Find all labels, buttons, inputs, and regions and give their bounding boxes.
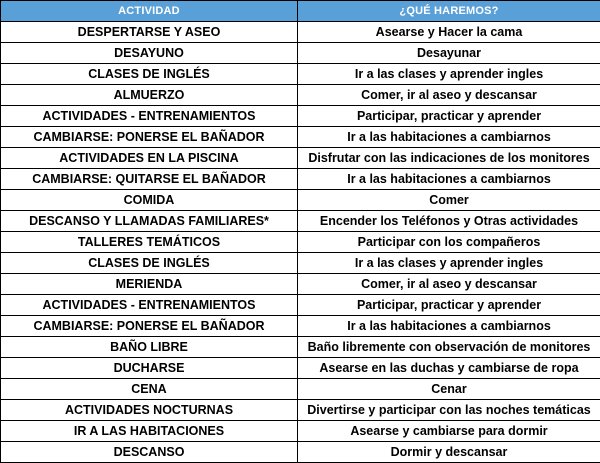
table-row [1, 274, 600, 295]
table-row [1, 106, 600, 127]
plan-cell: Comer, ir al aseo y descansar [298, 85, 600, 106]
plan-cell: Ir a las clases y aprender ingles [298, 253, 600, 274]
plan-cell: Ir a las clases y aprender ingles [298, 64, 600, 85]
table-row [1, 358, 600, 379]
activity-cell: DUCHARSE [1, 358, 298, 379]
table-row [1, 316, 600, 337]
table-row [1, 148, 600, 169]
header-row [1, 1, 600, 22]
plan-cell: Participar con los compañeros [298, 232, 600, 253]
table-row [1, 295, 600, 316]
table-body [1, 22, 600, 463]
plan-cell: Ir a las habitaciones a cambiarnos [298, 169, 600, 190]
plan-cell: Asearse en las duchas y cambiarse de ropa [298, 358, 600, 379]
activity-cell: ALMUERZO [1, 85, 298, 106]
activity-cell: DESAYUNO [1, 43, 298, 64]
plan-cell: Asearse y Hacer la cama [298, 22, 600, 43]
plan-cell: Ir a las habitaciones a cambiarnos [298, 127, 600, 148]
plan-cell: Baño libremente con observación de monitores [298, 337, 600, 358]
activity-cell: CLASES DE INGLÉS [1, 64, 298, 85]
activity-cell: ACTIVIDADES EN LA PISCINA [1, 148, 298, 169]
table-row [1, 43, 600, 64]
activity-cell: TALLERES TEMÁTICOS [1, 232, 298, 253]
activity-cell: ACTIVIDADES - ENTRENAMIENTOS [1, 295, 298, 316]
table-row [1, 337, 600, 358]
activity-cell: CENA [1, 379, 298, 400]
activity-cell: MERIENDA [1, 274, 298, 295]
activity-column-header: ACTIVIDAD [1, 1, 298, 22]
activity-cell: COMIDA [1, 190, 298, 211]
plan-cell: Divertirse y participar con las noches temáticas [298, 400, 600, 421]
activity-cell: BAÑO LIBRE [1, 337, 298, 358]
table-row [1, 400, 600, 421]
plan-column-header: ¿QUÉ HAREMOS? [298, 1, 600, 22]
table-row [1, 127, 600, 148]
table-row [1, 253, 600, 274]
table-row [1, 64, 600, 85]
table-row [1, 232, 600, 253]
plan-cell: Asearse y cambiarse para dormir [298, 421, 600, 442]
table-row [1, 85, 600, 106]
activity-cell: ACTIVIDADES NOCTURNAS [1, 400, 298, 421]
table-row [1, 442, 600, 463]
activity-cell: DESCANSO [1, 442, 298, 463]
activity-cell: DESCANSO Y LLAMADAS FAMILIARES* [1, 211, 298, 232]
table-row [1, 379, 600, 400]
plan-cell: Cenar [298, 379, 600, 400]
activity-cell: CAMBIARSE: QUITARSE EL BAÑADOR [1, 169, 298, 190]
table-row [1, 211, 600, 232]
table-header [1, 1, 600, 22]
activity-cell: IR A LAS HABITACIONES [1, 421, 298, 442]
activity-cell: CLASES DE INGLÉS [1, 253, 298, 274]
plan-cell: Comer [298, 190, 600, 211]
activity-cell: CAMBIARSE: PONERSE EL BAÑADOR [1, 316, 298, 337]
activity-cell: DESPERTARSE Y ASEO [1, 22, 298, 43]
activity-cell: ACTIVIDADES - ENTRENAMIENTOS [1, 106, 298, 127]
plan-cell: Desayunar [298, 43, 600, 64]
activity-cell: CAMBIARSE: PONERSE EL BAÑADOR [1, 127, 298, 148]
plan-cell: Disfrutar con las indicaciones de los monitores [298, 148, 600, 169]
plan-cell: Encender los Teléfonos y Otras actividades [298, 211, 600, 232]
plan-cell: Participar, practicar y aprender [298, 106, 600, 127]
table-row [1, 169, 600, 190]
table-row [1, 22, 600, 43]
plan-cell: Comer, ir al aseo y descansar [298, 274, 600, 295]
plan-cell: Dormir y descansar [298, 442, 600, 463]
table-row [1, 190, 600, 211]
plan-cell: Ir a las habitaciones a cambiarnos [298, 316, 600, 337]
table-row [1, 421, 600, 442]
plan-cell: Participar, practicar y aprender [298, 295, 600, 316]
